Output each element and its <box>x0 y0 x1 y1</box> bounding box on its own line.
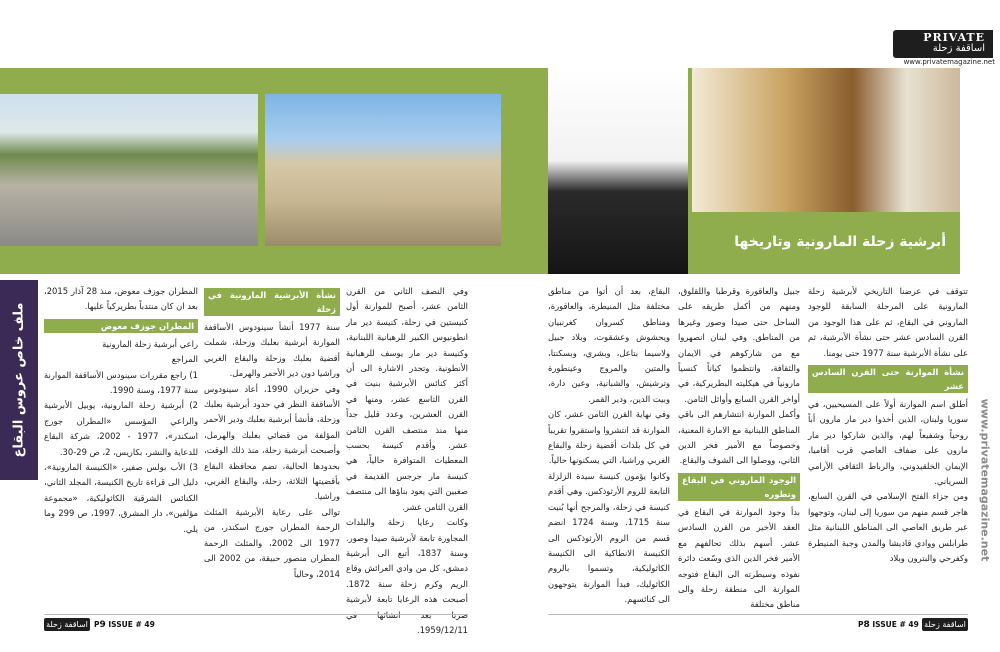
issue-number: ISSUE # 49 <box>872 620 919 629</box>
paragraph: وفي النصف الثاني من القرن الثامن عشر، أصبح للموارنة أول كنيستين في زحلة، كنيسة دير مار انطونيوس الكبير للرهبانية اللبنانية، وكنيسة دير مار يوسف للرهبانية الأنطونية. وتجدر الاشارة الى أن أكثر كنائس الأبرشية بنيت في القرن التاسع عشر، ومنها في القرن العشرين، وعدد قليل جداً منها منذ منتصف القرن الثامن عشر. وأقدم كنيسة بحسب المعطيات المتوافرة حالياً، هي كنيسة مار جرجس القديمة في صغبين التي يعود بناؤها الى منتصف القرن الثامن عشر. <box>346 286 468 512</box>
paragraph: أطلق اسم الموارنة أولاً على المسيحيين، في سوريا ولبنان، الذين أخذوا دير مار مارون أباً روحياً وشفيعاً لهم، والذين شاركوا دير مار مارون على ضفاف العاصي قرب أفاميا، الإيمان الخلقيدوني، والرباط الثقافي الآرامي السرياني. <box>808 399 968 487</box>
text-column-1 <box>808 284 968 614</box>
page-number: 9 <box>99 620 106 630</box>
vertical-url-text: www.privatemagazine.net <box>978 398 992 562</box>
footer-logo-right: اساقفة زحلة <box>922 618 968 631</box>
paragraph: البقاع، بعد أن أتوا من مناطق مختلفة مثل المنيطرة، والعاقورة، ومناطق كسروان كغرنبيان ويحشوش وعشقوت، وبلاد جبيل ولاسيما بتاعل، وبشري، وبسكنتا، والمتين والمروج وعينطورة وترشيش، والشبانية، وعين دارة، وبيت الدين، ودير القمر. <box>548 286 670 404</box>
photo-liturgy-ceremony <box>692 68 960 212</box>
paragraph: سنة 1977 أنشأ سينودوس الأساقفة الموارنة أبرشية بعلبك وزحلة، شملت أقضية بعلبك وزحلة والبقاع الغربي وراشيا دون دير الأحمر والهرمل. <box>204 322 340 379</box>
section-heading: المطران جوزف معوض <box>44 319 198 333</box>
brand-name: PRIVATE <box>923 31 985 44</box>
section-heading: نشأة الأبرشية المارونية في زحلة <box>204 288 340 316</box>
paragraph: وكانوا يؤمون كنيسة سيدة الزلزلة التابعة للروم الأرثوذكس. وهي أقدم كنيسة في زحلة، والمرجح أنها بُنيت سنة 1715. وسنة 1724 انضم قسم من الروم الأرثوذكس الى الكنيسة الانطاكية الى الكنيسة الكاثوليكية، وتسموا بالروم الكاثوليك، فبدأ الموارنة يتوجهون الى كنائسهم. <box>548 470 670 605</box>
paragraph: بدأ وجود الموارنة في البقاع في العقد الأخير من القرن السادس عشر. أسهم بذلك تحالفهم مع الأمير فخر الدين الذي وسّعت دائرة نفوذه وسيطرته الى البقاع فتوجه الموارنة الى منطقة زحلة والى مناطق مختلفة <box>678 506 800 610</box>
photo-priest-portrait <box>548 68 688 274</box>
paragraph: وأكمل الموارنة انتشارهم الى باقي المناطق اللبنانية مع الامارة المعنية، وخصوصاً مع الأمير فخر الدين الثاني، ووصلوا الى الشوف والبقاع. <box>678 409 800 466</box>
paragraph: 3) الأب بولس صفير، «الكنيسة المارونية»، دليل الى قراءة تاريخ الكنيسة، المجلد الثاني، الكنائس الشرقية الكاثوليكية، «مجموعة مؤلفين»، دار المشرق، 1997، ص 299 وما يلي. <box>44 462 199 534</box>
page-number: 8 <box>863 620 870 630</box>
brand-subtitle: اساقفة زحلة <box>932 43 985 54</box>
footer-divider-left <box>44 614 468 615</box>
site-url: www.privatemagazine.net <box>903 58 995 66</box>
vertical-site-url <box>975 340 995 620</box>
paragraph: توالى على رعاية الأبرشية المثلث الرحمة المطران جورج اسكندر، من 1977 الى 2002، والمثلث الرحمة المطران منصور حبيقة، من 2002 الى 2014، وحالياً <box>204 506 341 579</box>
photo-aerial-buildings <box>0 94 258 246</box>
section-heading: نشأة الموارنة حتى القرن السادس عشر <box>808 365 968 393</box>
paragraph: المراجع <box>171 354 198 365</box>
article-title: أبرشية زحلة المارونية وتاريخها <box>734 234 946 250</box>
footer-issue-left <box>94 618 174 632</box>
footer-issue-right <box>858 618 928 632</box>
paragraph: 1) راجع مقررات سينودس الأساقفة الموارنة سنة 1977، وسنة 1990. <box>44 369 198 396</box>
paragraph: تتوقف في عرضنا التاريخي لأبرشية زحلة المارونية على المرحلة السابقة للوجود الماروني في البقاع، ثم على هذا الوجود من القرن السادس عشر حتى نشأة الأبرشية، ثم على نشأة الأبرشية سنة 1977 حتى يومنا. <box>808 286 968 358</box>
text-column-5 <box>204 284 340 614</box>
photo-church-facade <box>265 94 501 246</box>
paragraph: وفي حزيران 1990، أعاد سينودوس الأساقفة النظر في حدود أبرشية بعلبك وزحلة، فأنشأ أبرشية بعلبك ودير الأحمر المؤلفة من قضائي بعلبك والهرمل، وأصبحت أبرشية زحلة، منذ ذلك الوقت، بحدودها الحالية، تضم محافظة البقاع بأقضيتها الثلاثة، زحلة، والبقاع الغربي، وراشيا. <box>204 383 340 502</box>
paragraph: جبيل والعاقورة وقرطبا واللقلوق، ومنهم من أكمل طريقه على الساحل حتى صيدا وصور وغيرها من المناطق. وفي لبنان انصهروا مع من شاركوهم في الايمان والثقافة، وانتظموا كياناً كنسياً مارونياً في هيكليته البطريركية، في أواخر القرن السابع وأوائل الثامن. <box>678 286 800 404</box>
page-prefix: P <box>858 620 864 629</box>
side-tab <box>0 280 38 480</box>
issue-number: ISSUE # 49 <box>108 620 155 629</box>
text-column-3 <box>548 284 670 614</box>
footer-logo-left: اساقفة زحلة <box>44 618 90 631</box>
footer-divider-right <box>548 614 968 615</box>
paragraph: 2) أبرشية زحلة المارونية، يوبيل الأبرشية والراعي المؤسس «المطران جورج اسكندر»، 1977 - 2002، شركة البقاع للدعاية والنشر، بكاريس، 2، ص 29-30. <box>44 400 198 457</box>
side-tab-label: ملف خاص عروس البقاع <box>11 302 27 458</box>
text-column-4 <box>346 284 468 635</box>
paragraph: ومن جزاء الفتح الإسلامي في القرن السابع، هاجر قسم منهم من سوريا إلى لبنان، وتوجهوا عبر طريق العاصي الى المناطق اللبنانية مثل طرابلس ووادي قاديشا والمدن وجبة المنيطرة وكفرحي والبترون وبلاد <box>808 491 968 564</box>
magazine-logo <box>893 30 993 58</box>
photo-caption-box <box>692 212 960 274</box>
paragraph: وفي نهاية القرن الثامن عشر، كان الموارنة قد انتشروا واستقروا تقريباً في كل بلدات أقضية زحلة والبقاع الغربي وراشيا، التي يسكنونها حالياً. <box>548 409 670 466</box>
paragraph: راعي أبرشية زحلة المارونية <box>102 338 198 349</box>
paragraph: المطران جوزف معوض، منذ 28 آذار 2015، بعد ان كان منتدباً بطريركياً عليها. <box>44 286 198 312</box>
text-column-2 <box>678 284 800 614</box>
section-heading: الوجود الماروني في البقاع وتطوره <box>678 473 800 501</box>
text-column-6 <box>44 284 198 614</box>
paragraph: وكانت رعايا زحلة والبلدات المجاورة تابعة لأبرشية صيدا وصور. وسنة 1837، أتبع الى أبرشية دمشق، كل من وادي العرائش وقاع الريم وكرم زحلة سنة 1872. أصبحت هذه الرعايا تابعة لأبرشية 1959/12/11. <box>346 517 468 635</box>
page-prefix: P <box>94 620 100 629</box>
